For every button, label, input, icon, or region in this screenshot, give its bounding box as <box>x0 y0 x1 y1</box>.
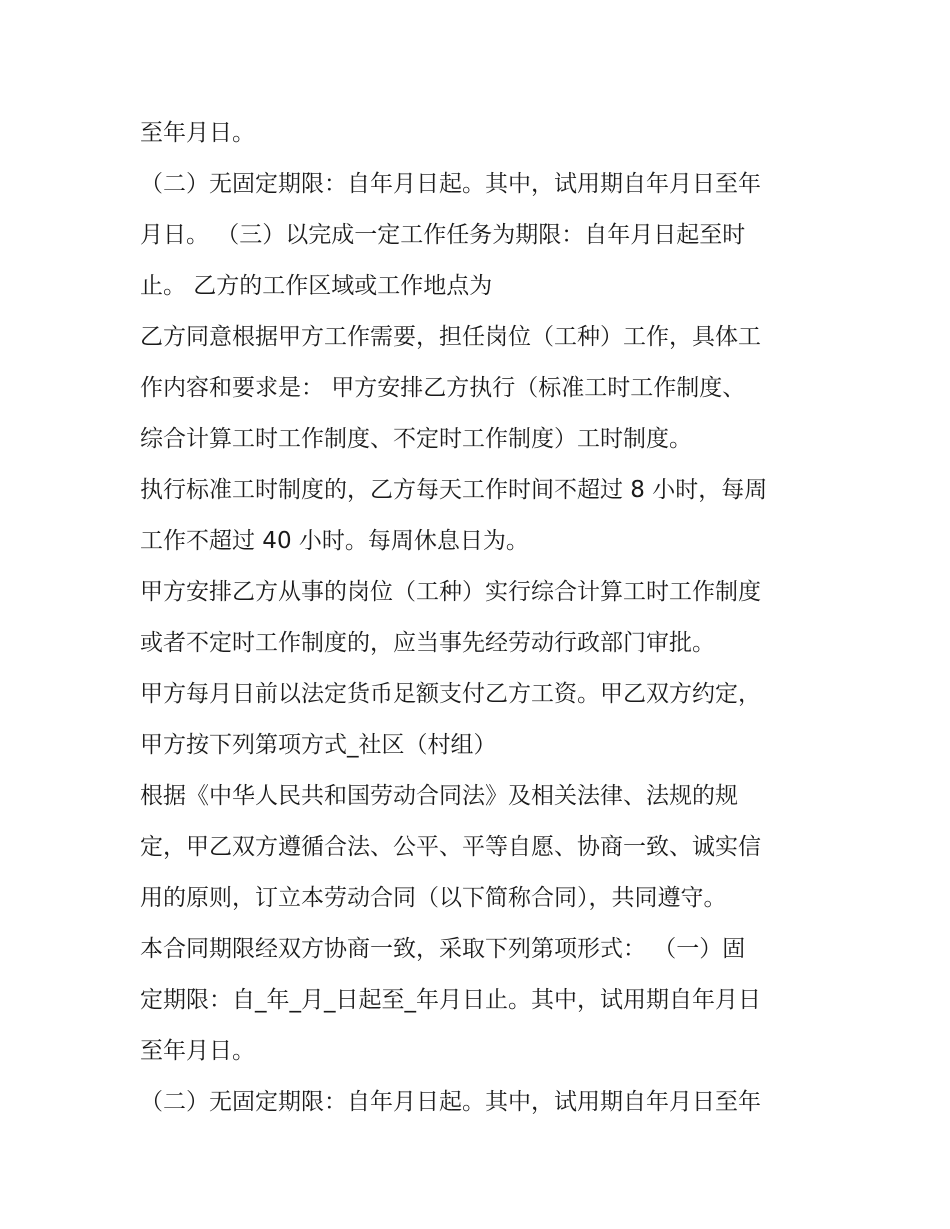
text-line: 或者不定时工作制度的，应当事先经劳动行政部门审批。 <box>140 630 715 656</box>
text-line: 执行标准工时制度的，乙方每天工作时间不超过 8 小时，每周 <box>140 477 768 503</box>
text-line: 至年月日。 <box>140 120 255 146</box>
text-line: 本合同期限经双方协商一致，采取下列第项形式： （一）固 <box>140 936 746 962</box>
text-line: 根据《中华人民共和国劳动合同法》及相关法律、法规的规 <box>140 783 738 809</box>
text-line: 用的原则，订立本劳动合同（以下简称合同），共同遵守。 <box>140 885 727 911</box>
text-line: 月日。 （三）以完成一定工作任务为期限：自年月日起至时 <box>140 222 746 248</box>
text-line: 工作不超过 40 小时。每周休息日为。 <box>140 528 529 554</box>
text-line: （二）无固定期限：自年月日起。其中，试用期自年月日至年 <box>140 171 761 197</box>
text-line: 定，甲乙双方遵循合法、公平、平等自愿、协商一致、诚实信 <box>140 834 761 860</box>
text-line: （二）无固定期限：自年月日起。其中，试用期自年月日至年 <box>140 1089 761 1115</box>
text-line: 甲方按下列第项方式_社区（村组） <box>140 732 497 758</box>
document-body <box>140 108 820 1128</box>
text-line: 甲方每月日前以法定货币足额支付乙方工资。甲乙双方约定， <box>140 681 761 707</box>
text-line: 综合计算工时工作制度、不定时工作制度）工时制度。 <box>140 426 692 452</box>
text-line: 定期限：自_年_月_日起至_年月日止。其中，试用期自年月日 <box>140 987 761 1013</box>
text-line: 乙方同意根据甲方工作需要，担任岗位（工种）工作，具体工 <box>140 324 761 350</box>
text-line: 甲方安排乙方从事的岗位（工种）实行综合计算工时工作制度 <box>140 579 761 605</box>
text-line: 作内容和要求是： 甲方安排乙方执行（标准工时工作制度、 <box>140 375 746 401</box>
text-line: 止。 乙方的工作区域或工作地点为 <box>140 273 493 299</box>
text-line: 至年月日。 <box>140 1038 255 1064</box>
